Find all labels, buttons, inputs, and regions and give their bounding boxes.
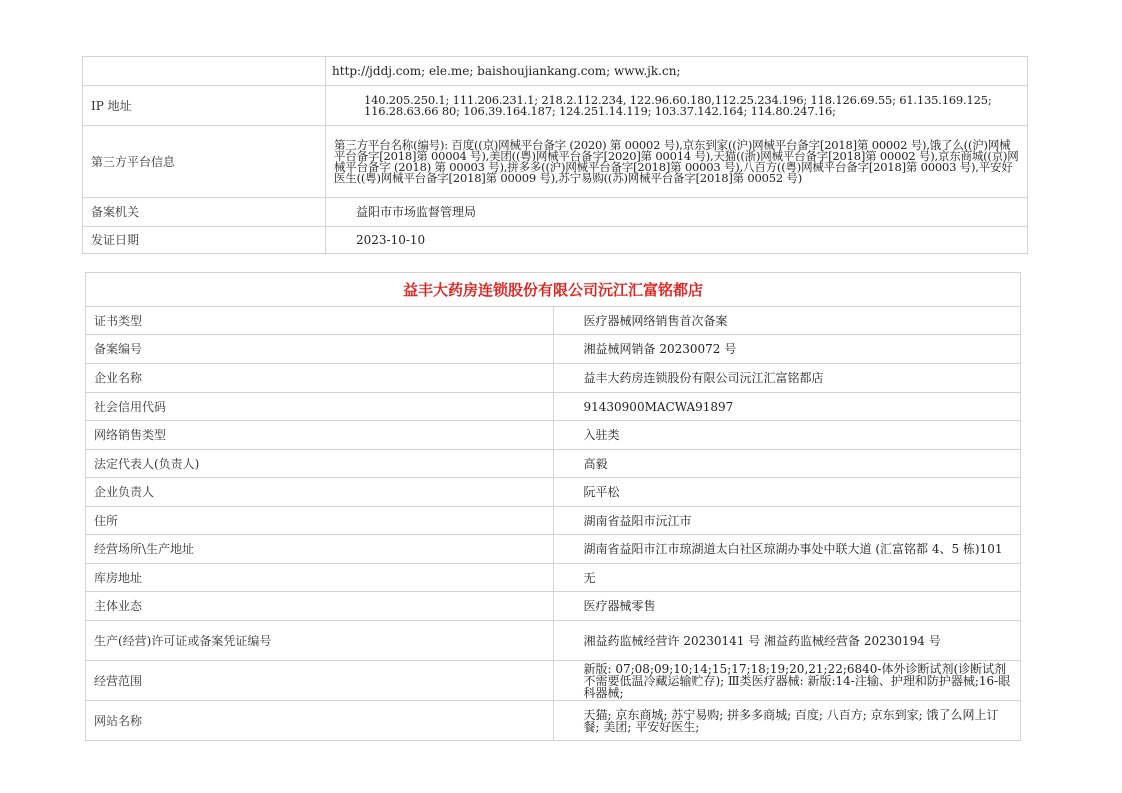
ip-row (83, 86, 1028, 126)
domains-row (83, 57, 1028, 86)
record-row (86, 307, 1021, 335)
issue-date-label: 发证日期 (83, 227, 326, 254)
record-row (86, 661, 1021, 701)
agency-label: 备案机关 (83, 198, 326, 227)
record-title-row (86, 273, 1021, 307)
issue-date-value: 2023-10-10 (326, 227, 1028, 254)
ip-value: 140.205.250.1; 111.206.231.1; 218.2.112.234, 122.96.60.180,112.25.234.196; 118.126.69.55; 61.135.169.125; 116.28.63.66 80; 106.39.164.187; 124.251.14.119; 103.37.142.164; 114.80.247.16; (326, 86, 1028, 126)
row-label: 经营场所\生产地址 (86, 535, 554, 564)
row-label: 网站名称 (86, 701, 554, 741)
row-value: 湖南省益阳市江市琼湖道太白社区琼湖办事处中联大道 (汇富铭都 4、5 栋)101 (553, 535, 1021, 564)
row-label: 法定代表人(负责人) (86, 450, 554, 478)
row-value: 益丰大药房连锁股份有限公司沅江汇富铭都店 (553, 364, 1021, 393)
third-party-row (83, 126, 1028, 198)
third-party-value: 第三方平台名称(编号): 百度((京)网械平台备字 (2020) 第 00002 号),京东到家((沪)网械平台备字[2018]第 00002 号),饿了么((沪)网械平台备字[2018]第 00004 号),美团((粤)网械平台备字[2020]第 00014 号),天猫((浙)网械平台备字[2018]第 00002 号),京东商城((京)网械平台备字 (2018) 第 00003 号),拼多多((沪)网械平台备字[2018]第 00003 号),八百方((粤)网械平台备字[2018]第 00003 号),平安好医生((粤)网械平台备字[2018]第 00009 号),苏宁易购((苏)网械平台备字[2018]第 00052 号) (326, 126, 1028, 198)
record-row (86, 621, 1021, 661)
row-label: 企业名称 (86, 364, 554, 393)
domains-value: http://jddj.com; ele.me; baishoujiankang.com; www.jk.cn; (326, 57, 1028, 86)
record-row (86, 335, 1021, 364)
row-label: 库房地址 (86, 564, 554, 592)
row-value: 入驻类 (553, 421, 1021, 450)
row-value: 湘益药监械经营许 20230141 号 湘益药监械经营备 20230194 号 (553, 621, 1021, 661)
record-row (86, 701, 1021, 741)
row-label: 社会信用代码 (86, 393, 554, 421)
row-label: 住所 (86, 507, 554, 535)
row-label: 备案编号 (86, 335, 554, 364)
row-value: 天猫; 京东商城; 苏宁易购; 拼多多商城; 百度; 八百方; 京东到家; 饿了么网上订餐; 美团; 平安好医生; (553, 701, 1021, 741)
record-row (86, 564, 1021, 592)
row-label: 经营范围 (86, 661, 554, 701)
record-row (86, 478, 1021, 507)
row-label: 生产(经营)许可证或备案凭证编号 (86, 621, 554, 661)
row-label: 企业负责人 (86, 478, 554, 507)
record-row (86, 421, 1021, 450)
record-row (86, 450, 1021, 478)
previous-record-table (82, 56, 1028, 254)
record-row (86, 393, 1021, 421)
row-value: 高毅 (553, 450, 1021, 478)
row-label: 网络销售类型 (86, 421, 554, 450)
row-label: 主体业态 (86, 592, 554, 621)
record-title: 益丰大药房连锁股份有限公司沅江汇富铭都店 (86, 273, 1021, 307)
row-value: 新版: 07;08;09;10;14;15;17;18;19;20,21;22;6840-体外诊断试剂(诊断试剂不需要低温冷藏运输贮存); Ⅲ类医疗器械: 新版:14-注输、护理和防护器械;16-眼科器械; (553, 661, 1021, 701)
row-value: 湖南省益阳市沅江市 (553, 507, 1021, 535)
ip-label: IP 地址 (83, 86, 326, 126)
row-value: 91430900MACWA91897 (553, 393, 1021, 421)
record-row (86, 507, 1021, 535)
record-row (86, 364, 1021, 393)
row-value: 无 (553, 564, 1021, 592)
agency-row (83, 198, 1028, 227)
row-value: 湘益械网销备 20230072 号 (553, 335, 1021, 364)
domains-label (83, 57, 326, 86)
agency-value: 益阳市市场监督管理局 (326, 198, 1028, 227)
record-table (85, 272, 1021, 741)
row-value: 医疗器械网络销售首次备案 (553, 307, 1021, 335)
row-value: 阮平松 (553, 478, 1021, 507)
record-row (86, 535, 1021, 564)
record-row (86, 592, 1021, 621)
row-value: 医疗器械零售 (553, 592, 1021, 621)
third-party-label: 第三方平台信息 (83, 126, 326, 198)
issue-date-row (83, 227, 1028, 254)
row-label: 证书类型 (86, 307, 554, 335)
